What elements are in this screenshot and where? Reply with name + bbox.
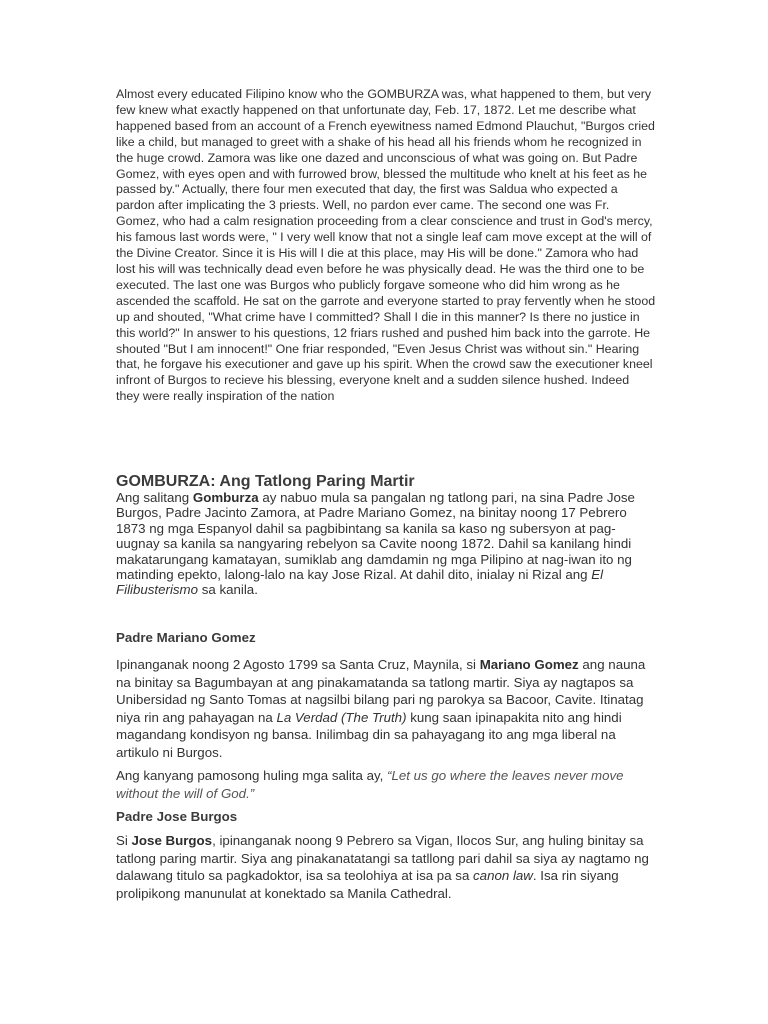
lead-text-1: Ang salitang (116, 490, 193, 505)
burgos-text-b: , ipinanganak noong 9 Pebrero sa Vigan, Ilocos Sur, ang huling binitay sa tatlong paring martir. Siya ang pinakanatatangi sa tatllong pari dahil sa siya ay nagtamo ng dalawang titulo sa pagkadoktor, isa sa teolohiya at isa pa sa (116, 833, 649, 883)
gomez-text-a: Ipinanganak noong 2 Agosto 1799 sa Santa Cruz, Maynila, si (116, 657, 480, 672)
gomez-quote-intro: Ang kanyang pamosong huling mga salita ay, (116, 768, 388, 783)
section-title: GOMBURZA: Ang Tatlong Paring Martir (116, 473, 415, 490)
gomez-last-words-quote: “Let us go where the leaves never move without the will of God.” (116, 768, 624, 801)
burgos-text-c: . Isa rin siyang prolipikong manunulat at konektado sa Manila Cathedral. (116, 868, 619, 901)
burgos-heading: Padre Jose Burgos (116, 809, 238, 824)
gomez-text-c: kung saan ipinapakita nito ang hindi magandang kondisyon ng bansa. Inilimbag din sa pahayagang ito ang mga liberal na artikulo ni Burgos. (116, 709, 622, 760)
intro-paragraph: Almost every educated Filipino know who the GOMBURZA was, what happened to them, but very few knew what exactly happened on that unfortunate day, Feb. 17, 1872. Let me describe what happened based from an account of a French eyewitness named Edmond Plauchut, "Burgos cried like a child, but managed to greet with a shake of his head all his friends whom he recognized in the huge crowd. Zamora was like one dazed and unconscious of what was going on. But Padre Gomez, with eyes open and with furrowed brow, blessed the multitude who knelt at his feet as he passed by." Actually, there four men executed that day, the first was Saldua who expected a pardon after implicating the 3 priests. Well, no pardon ever came. The second one was Fr. Gomez, who had a calm resignation proceeding from a clear conscience and trust in God's mercy, his famous last words were, " I very well know that not a single leaf cam move except at the will of the Divine Creator. Since it is His will I die at this place, may His will be done." Zamora who had lost his will was technically dead even before he was physically dead. He was the third one to be executed. The last one was Burgos who publicly forgave someone who did him wrong as he ascended the scaffold. He sat on the garrote and everyone started to pray fervently when he stood up and shouted, "What crime have I committed? Shall I die in this manner? Is there no justice in this world?" In answer to his questions, 12 friars rushed and pushed him back into the garrote. He shouted "But I am innocent!" One friar responded, "Even Jesus Christ was without sin." Hearing that, he forgave his executioner and gave up his spirit. When the crowd saw the executioner kneel infront of Burgos to recieve his blessing, everyone knelt and a sudden silence hushed. Indeed they were really inspiration of the nation (116, 87, 656, 404)
burgos-bold-name: Jose Burgos (131, 833, 213, 848)
gomez-italic-title: La Verdad (The Truth) (276, 709, 407, 725)
gomez-quote-paragraph (116, 767, 656, 802)
gomez-heading: Padre Mariano Gomez (116, 630, 256, 645)
burgos-text-a: Si (116, 833, 132, 848)
burgos-italic-term: canon law (473, 868, 533, 883)
gomez-paragraph (116, 656, 656, 761)
burgos-paragraph (116, 832, 656, 902)
lead-bold-term: Gomburza (192, 490, 259, 505)
gomez-text-b: ang nauna na binitay sa Bagumbayan at ang pinakamatanda sa tatlong martir. Siya ay nagtapos sa Unibersidad ng Santo Tomas at nagsilbi bilang pari ng parokya sa Bacoor, Cavite. Itinatag niya rin ang pahayagan na (116, 657, 646, 725)
gomez-bold-name: Mariano Gomez (479, 657, 579, 672)
section-lead-paragraph (116, 490, 656, 598)
lead-text-2: ay nabuo mula sa pangalan ng tatlong pari, na sina Padre Jose Burgos, Padre Jacinto Zamora, at Padre Mariano Gomez, na binitay noong 17 Pebrero 1873 ng mga Espanyol dahil sa pagbibintang sa kanila sa kaso ng subersyon at pag-uugnay sa kanila sa nangyaring rebelyon sa Cavite noong 1872. Dahil sa kanilang hindi makatarungang kamatayan, sumiklab ang damdamin ng mga Pilipino at nag-iwan ito ng matinding epekto, lalong-lalo na kay Jose Rizal. At dahil dito, inialay ni Rizal ang (116, 490, 635, 583)
lead-text-3: sa kanila. (198, 582, 258, 598)
lead-italic-title: El Filibusterismo (116, 567, 604, 598)
